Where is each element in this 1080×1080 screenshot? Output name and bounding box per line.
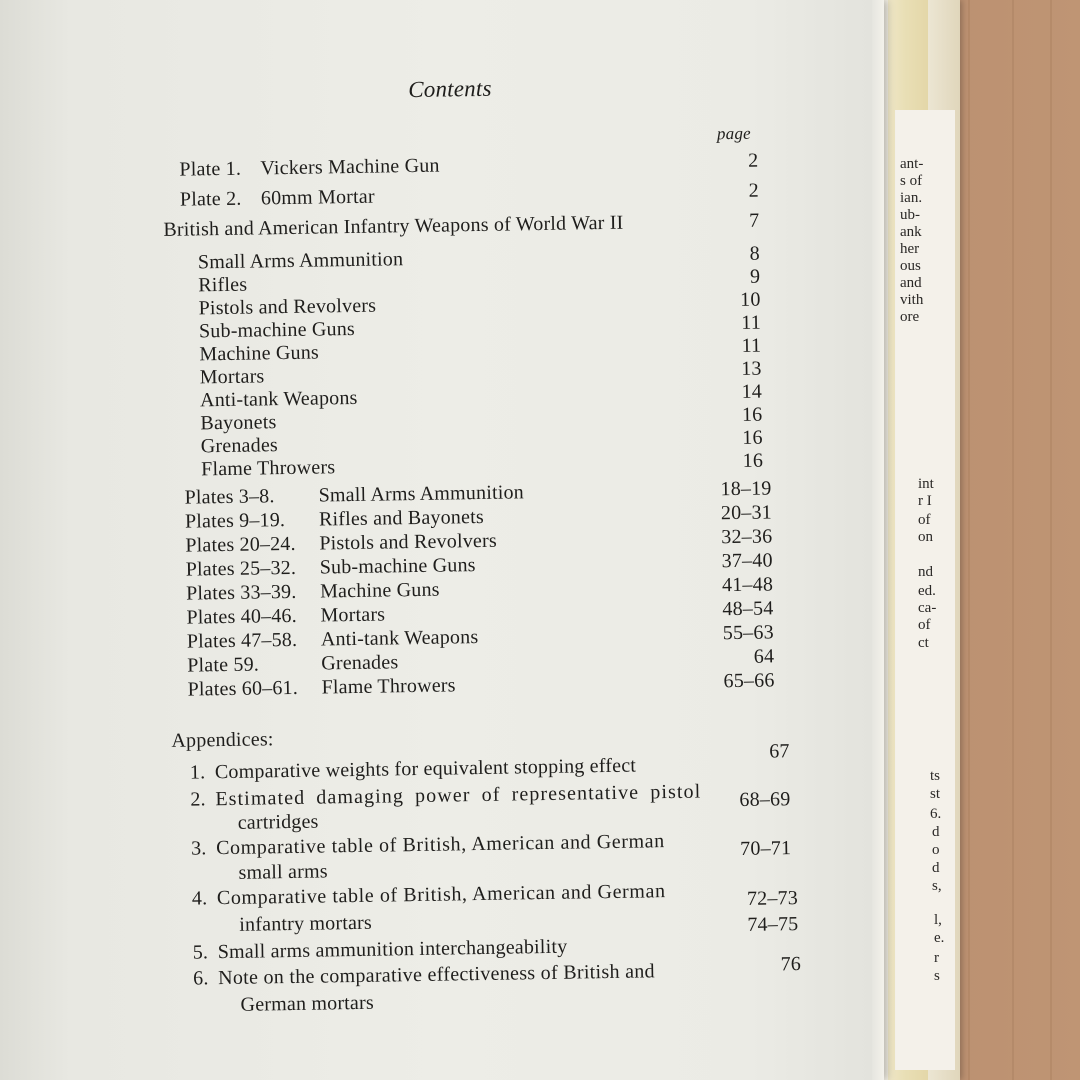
back-page-text: and <box>900 275 922 291</box>
appendix-title: Comparative table of British, American and German <box>216 880 666 910</box>
appendix-title: Comparative weights for equivalent stopping effect <box>214 754 637 784</box>
entry-title: Grenades <box>200 434 279 458</box>
entry-title: Small Arms Ammunition <box>318 481 525 507</box>
appendix-title-continued: German mortars <box>240 991 375 1016</box>
entry-page: 2 <box>748 149 759 172</box>
entry-page: 41–48 <box>721 573 774 597</box>
entry-title: Rifles <box>198 273 248 297</box>
appendix-page: 76 <box>780 953 802 976</box>
back-page-text: ct <box>918 635 929 651</box>
entry-label: Plates 25–32. <box>185 556 297 581</box>
appendix-number: 6. <box>192 967 209 990</box>
entry-title: Grenades <box>321 651 399 675</box>
back-page-text: ore <box>900 309 920 325</box>
entry-page: 9 <box>749 265 761 288</box>
entry-page: 7 <box>748 209 760 232</box>
back-page-text: s of <box>900 173 923 189</box>
entry-title: Machine Guns <box>319 578 440 603</box>
appendix-title-continued: infantry mortars <box>239 911 373 936</box>
appendices-heading: Appendices: <box>171 728 274 752</box>
entry-title: 60mm Mortar <box>260 185 375 210</box>
back-page-text: on <box>918 529 933 545</box>
entry-label: Plates 3–8. <box>184 485 275 509</box>
appendix-title: Comparative table of British, American and German <box>215 830 665 860</box>
back-page-text: s <box>934 968 940 984</box>
back-page-text: ed. <box>918 583 936 599</box>
back-page-text: d <box>932 860 940 876</box>
page-column-label: page <box>716 123 751 144</box>
entry-title: Rifles and Bayonets <box>318 505 485 531</box>
entry-title: Pistols and Revolvers <box>319 529 498 555</box>
back-page-text: s, <box>932 878 942 894</box>
wood-grain-line <box>1012 0 1014 1080</box>
entry-page: 32–36 <box>721 525 773 549</box>
back-page-text: ank <box>900 224 922 240</box>
back-page-text: l, <box>934 912 942 928</box>
section-heading: British and American Infantry Weapons of World War II <box>163 211 624 241</box>
appendix-page: 70–71 <box>740 837 792 860</box>
appendix-number: 3. <box>190 837 207 860</box>
back-page-text: ub- <box>900 207 920 223</box>
entry-label: Plates 9–19. <box>184 509 286 533</box>
back-page-text: ant- <box>900 156 924 172</box>
appendix-page: 68–69 <box>739 788 791 811</box>
back-page-text: e. <box>934 930 945 946</box>
entry-title: Bayonets <box>200 411 277 435</box>
appendix-page: 72–73 <box>746 887 799 910</box>
entry-page: 16 <box>741 403 763 426</box>
appendix-number: 4. <box>191 887 208 910</box>
back-page-text: st <box>930 786 941 802</box>
entry-label: Plates 20–24. <box>185 532 296 557</box>
appendix-number: 2. <box>190 788 206 811</box>
entry-page: 14 <box>741 380 763 403</box>
entry-page: 16 <box>742 426 763 449</box>
back-page-text: vith <box>900 292 924 308</box>
appendix-page: 74–75 <box>747 913 799 936</box>
appendix-page: 67 <box>769 740 790 763</box>
entry-title: Sub-machine Guns <box>319 554 476 579</box>
back-page-text: her <box>900 241 920 257</box>
back-page-text: nd <box>918 564 933 580</box>
entry-title: Anti-tank Weapons <box>199 386 358 412</box>
entry-title: Anti-tank Weapons <box>320 626 479 651</box>
back-page-text: ts <box>930 768 941 784</box>
back-page-text: 6. <box>930 806 942 822</box>
entry-page: 20–31 <box>720 501 773 525</box>
entry-page: 11 <box>741 334 762 357</box>
back-page-text: ca- <box>918 600 937 616</box>
entry-page: 48–54 <box>722 597 774 621</box>
back-page-text: ous <box>900 258 921 274</box>
back-page-text: r I <box>918 493 932 509</box>
entry-label: Plates 33–39. <box>185 580 297 605</box>
entry-title: Mortars <box>199 365 265 389</box>
entry-page: 37–40 <box>721 549 773 573</box>
entry-title: Pistols and Revolvers <box>198 294 377 320</box>
entry-label: Plates 40–46. <box>186 604 298 629</box>
back-page-text: int <box>918 476 934 492</box>
appendix-title-continued: small arms <box>238 860 328 884</box>
entry-page: 10 <box>739 288 761 311</box>
back-page-text: d <box>932 824 940 840</box>
back-page-text: of <box>918 512 931 528</box>
appendix-title: Estimated damaging power of representative pistol <box>215 780 702 811</box>
entry-label: Plates 60–61. <box>187 676 299 701</box>
appendix-title-continued: cartridges <box>237 810 319 834</box>
entry-label: Plate 1. <box>179 157 242 181</box>
back-page-text: of <box>918 617 931 633</box>
entry-label: Plates 47–58. <box>186 628 298 653</box>
entry-title: Vickers Machine Gun <box>260 154 440 180</box>
entry-title: Mortars <box>320 603 386 627</box>
entry-page: 65–66 <box>723 669 775 693</box>
entry-page: 64 <box>753 645 775 668</box>
entry-title: Small Arms Ammunition <box>197 248 404 274</box>
appendix-number: 5. <box>192 941 209 964</box>
appendix-number: 1. <box>189 761 206 784</box>
entry-page: 8 <box>749 242 761 265</box>
entry-title: Sub-machine Guns <box>198 317 356 343</box>
entry-title: Machine Guns <box>199 341 320 366</box>
entry-label: Plate 59. <box>187 653 260 677</box>
back-page-text: ian. <box>900 190 923 206</box>
entry-page: 55–63 <box>722 621 774 645</box>
appendix-title: Small arms ammunition interchangeability <box>217 935 568 964</box>
entry-title: Flame Throwers <box>321 674 456 699</box>
entry-page: 2 <box>748 179 760 202</box>
back-page-text: o <box>932 842 940 858</box>
entry-page: 13 <box>741 357 762 380</box>
entry-page: 11 <box>741 311 762 334</box>
wood-grain-line <box>1050 0 1052 1080</box>
entry-title: Flame Throwers <box>200 456 336 481</box>
entry-label: Plate 2. <box>179 187 242 211</box>
back-page-text: r <box>934 950 939 966</box>
appendix-title: Note on the comparative effectiveness of British and <box>217 960 656 990</box>
page-title: Contents <box>408 75 492 103</box>
entry-page: 16 <box>742 449 764 472</box>
entry-page: 18–19 <box>720 477 772 501</box>
